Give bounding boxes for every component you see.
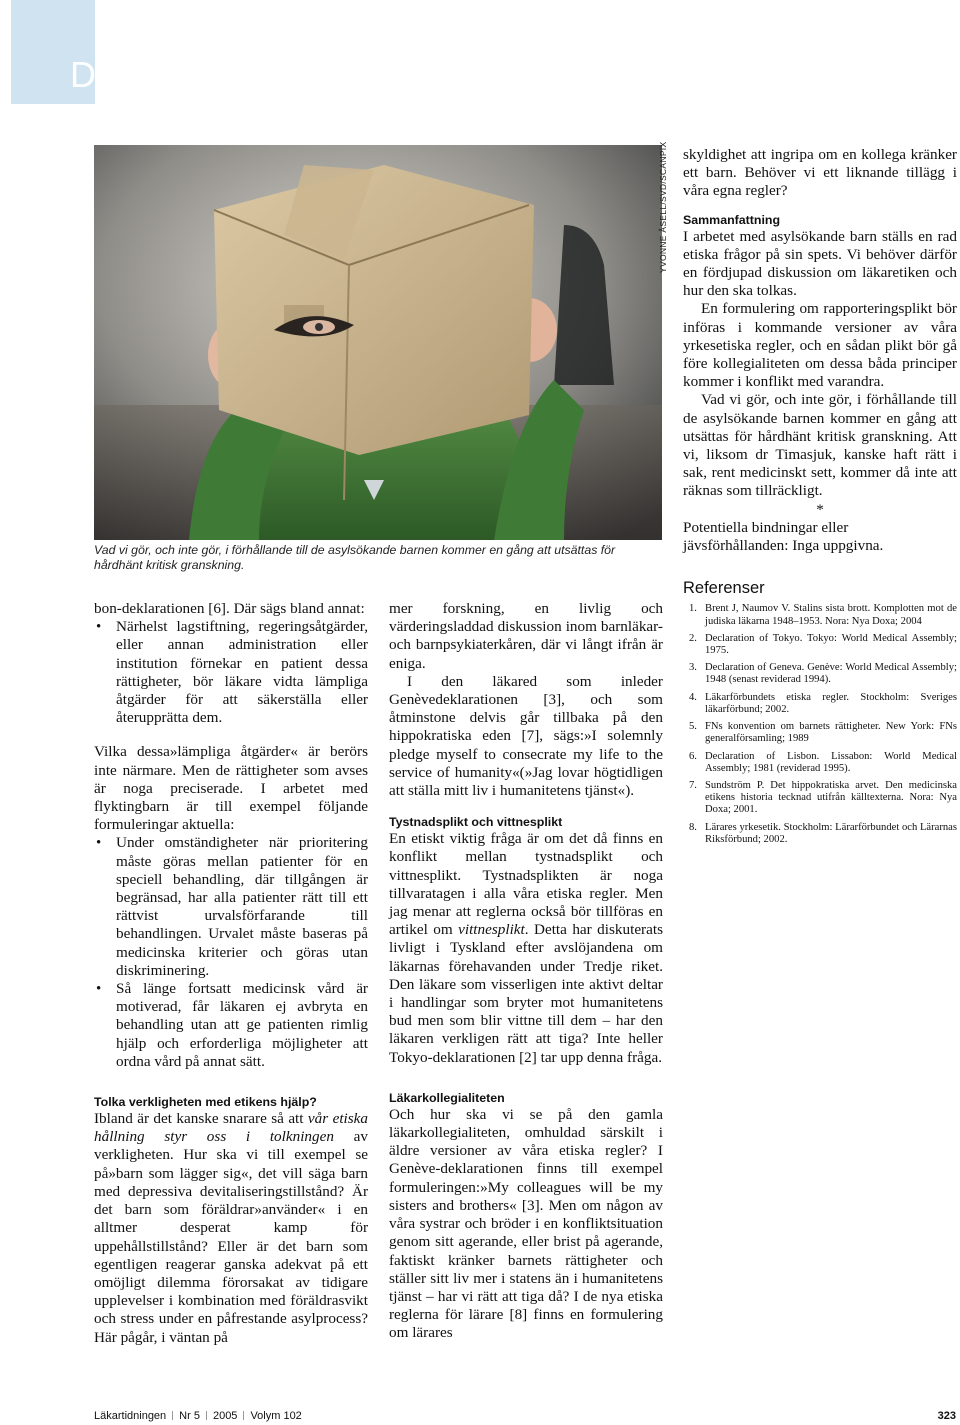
paragraph: skyldighet att ingripa om en kollega kränker ett barn. Behöver vi ett liknande tillägg i våra egna regler? (683, 146, 957, 200)
section-title: Debatt (70, 54, 165, 95)
volume: Volym 102 (250, 1410, 302, 1422)
reference-item: 2. Declaration of Tokyo. Tokyo: World Medical Assembly; 1975. (689, 632, 957, 657)
subheading: Läkarkollegialiteten (389, 1090, 505, 1105)
photo-caption: Vad vi gör, och inte gör, i förhållande till de asylsökande barnen kommer en gång att utsättas för hårdhänt kritisk granskning. (94, 543, 616, 572)
references-list (683, 603, 957, 845)
page-number: 323 (937, 1410, 956, 1422)
reference-item: 5. FNs konvention om barnets rättigheter. New York: FNs generalförsamling; 1989 (689, 721, 957, 745)
paragraph: Ibland är det kanske snarare så att vår etiska hållning styr oss i tolkningen av verkligheten. Hur ska vi till exempel se på»barn som lägger sig«, det vill säga barn med depressiva devitaliseringstillstånd? Är det barn som föräldrar»använder« i en alltmer desperat kamp för uppehållstillstånd? Eller är det barn som egentligen reagerar ganska adekvat på ett omöjligt dilemma förorsakat av tidigare upplevelser i kombination med föräldrasvikt och stress under en påfrestande asylprocess? Här pågår, i väntan på (94, 1110, 369, 1346)
issue-number: Nr 5 (179, 1410, 200, 1422)
subheading: Tystnadsplikt och vittnesplikt (389, 815, 563, 830)
separator (172, 1411, 173, 1420)
bullet-list (94, 834, 368, 1071)
section-divider-asterisk: * (816, 500, 824, 518)
paragraph: mer forskning, en livlig och värderingsladdad diskussion inom barnläkar- och barnpsykiaterkåren, där vi långt ifrån är eniga. (389, 600, 663, 672)
subheading: Sammanfattning (683, 212, 781, 227)
reference-item: 1. Brent J, Naumov V. Stalins sista brott. Komplotten mot de judiska läkarna 1948–1953. Nora: Nya Doxa; 2004 (689, 603, 957, 627)
paragraph: I den läkared som inleder Genèvedeklarationen [3], och som åtminstone delvis går tillbaka på den hippokratiska eden [7], sägs:»I solemnly pledge myself to consecrate my life to the service of humanity«(»Jag lovar högtidligen att ställa mitt liv i humanitetens tjänst«). (389, 672, 663, 800)
bullet-item: • Under omständigheter när prioritering måste göras mellan patienter för en speciell behandling, där tillgången är begränsad, har alla patienter rätt till ett rättvist urvalsförfarande till behandlingen. Urvalet måste baseras på medicinska kriterier och göras utan diskriminering. (94, 834, 368, 980)
paragraph: Vilka dessa»lämpliga åtgärder« är berörs inte närmare. Men de rättigheter som avses är noga preciserade. I arbetet med flyktingbarn är till exempel följande formuleringar aktuella: (94, 743, 368, 834)
paragraph: En etiskt viktig fråga är om det då finns en konflikt mellan tystnadsplikt och vittnesplikt. Tystnadsplikten är noga tillvaratagen i alla våra etiska regler. Men jag menar att reglerna också bör tillföras en artikel om vittnesplikt. Detta har diskuterats livligt i Tyskland efter avslöjandena om läkarnas förehavanden under Tredje riket. Den läkare som visserligen inte aktivt deltar i handlingar som bryter mot humanitetens bud men som blir vittne till dem – har den läkaren verkligen rätt att tiga? Inte heller Tokyo-deklarationen [2] tar upp denna fråga. (389, 830, 663, 1066)
paragraph: Och hur ska vi se på den gamla läkarkollegialiteten, omhuldad särskilt i äldre versioner av våra etiska regler? I Genève-deklarationen finns till exempel formuleringen:»My colleagues will be my sisters and brothers« [3]. Men om någon av våra systrar och bröder i en konfliktsituation genom sitt agerande, eller brist på agerande, faktiskt kränker barnets rättigheter och ställer sitt liv mer i statens än i humanitetens tjänst – har vi rätt att tiga då? I de nya etiska reglerna för lärare [8] finns en formulering om lärares (389, 1105, 663, 1342)
references-heading: Referenser (683, 579, 765, 598)
paragraph: bon-deklarationen [6]. Där sägs bland annat: (94, 600, 365, 617)
bullet-item: • Så länge fortsatt medicinsk vård är motiverad, får läkaren ej avbryta en behandling utan att ge patienten rimlig hjälp och erforderliga möjligheter att ordna vård på annat sätt. (94, 980, 368, 1071)
article-column-2 (389, 600, 663, 1343)
paragraph: Vad vi gör, och inte gör, i förhållande till de asylsökande barnen kommer en gång att utsättas för hårdhänt kritisk granskning. Att vi, liksom dr Timasjuk, kanske haft rätt i sak, rent medicinskt sett, kommer då inte att räknas som tillräckligt. (683, 391, 957, 500)
article-photo (94, 145, 662, 540)
year: 2005 (212, 1410, 238, 1422)
disclosure-statement: Potentiella bindningar eller jävsförhållanden: Inga uppgivna. (683, 518, 884, 555)
journal-name: Läkartidningen (94, 1410, 167, 1422)
subheading: Tolka verkligheten med etikens hjälp? (94, 1095, 317, 1110)
bullet-item: • Närhelst lagstiftning, regeringsåtgärder, eller annan administration eller institution förnekar en patient dessa rättigheter, bör läkare vidta lämpliga åtgärder för att säkerställa eller återupprätta dem. (94, 618, 368, 727)
reference-item: 8. Lärares yrkesetik. Stockholm: Lärarförbundet och Lärarnas Riksförbund; 2002. (689, 821, 957, 845)
reference-item: 6. Declaration of Lisbon. Lissabon: World Medical Assembly; 1981 (reviderad 1995). (689, 750, 957, 774)
photo-credit: YVONNE ÅSELL/SVD/SCANPIX (658, 141, 668, 273)
child-with-box-image (94, 145, 662, 540)
bullet-list (94, 618, 368, 727)
reference-item: 7. Sundström P. Det hippokratiska arvet. Den medicinska etikens historia tecknad utifrån källtexterna. Nora: Nya Doxa; 2001. (689, 779, 957, 816)
separator (206, 1411, 207, 1420)
article-column-1 (94, 600, 368, 1347)
reference-item: 3. Declaration of Geneva. Genève: World Medical Assembly; 1948 (senast reviderad 1994). (689, 662, 957, 686)
separator (243, 1411, 244, 1420)
reference-item: 4. Läkarförbundets etiska regler. Stockholm: Sveriges läkarförbund; 2002. (689, 691, 957, 715)
page-footer (94, 1410, 958, 1422)
article-column-3 (683, 146, 957, 851)
paragraph: En formulering om rapporteringsplikt bör införas i kommande versioner av våra yrkesetiska regler, och en sådan plikt bör gå före kollegialiteten om dessa båda principer kommer i konflikt med varandra. (683, 300, 957, 391)
paragraph: I arbetet med asylsökande barn ställs en rad etiska frågor på sin spets. Vi behöver därför en fördjupad diskussion om läkaretiken och hur den ska tolkas. (683, 227, 957, 300)
